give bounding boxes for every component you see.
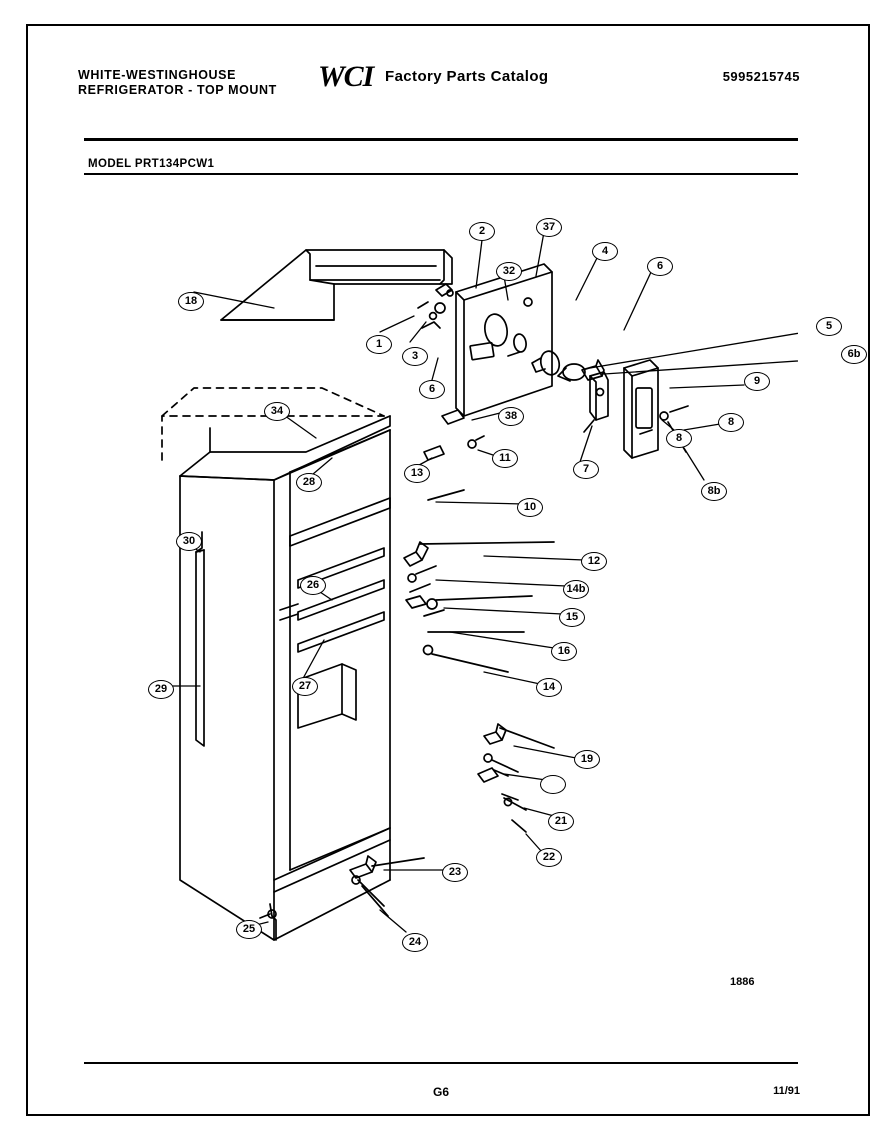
brand-block	[78, 68, 277, 98]
callout-18: 15	[559, 608, 585, 627]
callout-8: 7	[573, 460, 599, 479]
callout-38: 38	[498, 407, 524, 426]
footer-divider	[84, 1062, 798, 1064]
callout-31: 29	[148, 680, 174, 699]
callout-24: 22	[536, 848, 562, 867]
callout-26: 24	[402, 933, 428, 952]
callout-35: 34	[264, 402, 290, 421]
wci-logo: WCI	[318, 60, 374, 93]
callout-4: 4	[592, 242, 618, 261]
callout-6: 6	[647, 257, 673, 276]
callout-29: 27	[292, 677, 318, 696]
callout-25: 23	[442, 863, 468, 882]
exploded-diagram	[84, 180, 861, 980]
callout-3: 3	[402, 347, 428, 366]
callout-28: 26	[300, 576, 326, 595]
callout-15: 13	[404, 464, 430, 483]
callout-2: 2	[469, 222, 495, 241]
callout-37: 37	[536, 218, 562, 237]
callout-17: 14b	[563, 580, 589, 599]
model-label: MODEL PRT134PCW1	[88, 158, 215, 170]
callout-14: 12	[581, 552, 607, 571]
callout-14b	[540, 775, 566, 794]
catalog-number: 5995215745	[722, 69, 800, 84]
callout-8b: 8	[666, 429, 692, 448]
header-divider	[84, 138, 798, 141]
callout-11: 9	[744, 372, 770, 391]
page-number: G6	[433, 1085, 450, 1099]
callout-34: 32	[496, 262, 522, 281]
callout-12: 10	[517, 498, 543, 517]
callout-32: 30	[176, 532, 202, 551]
callout-19: 16	[551, 642, 577, 661]
brand-name: WHITE-WESTINGHOUSE	[78, 68, 237, 82]
callout-10: 8b	[701, 482, 727, 501]
product-category: REFRIGERATOR - TOP MOUNT	[78, 83, 277, 97]
catalog-title: Factory Parts Catalog	[385, 68, 549, 85]
callout-22: 19	[574, 750, 600, 769]
callout-21: 18	[178, 292, 204, 311]
callout-1: 1	[366, 335, 392, 354]
callout-27: 25	[236, 920, 262, 939]
callout-23: 21	[548, 812, 574, 831]
callout-9: 8	[718, 413, 744, 432]
callout-5: 5	[816, 317, 842, 336]
callout-7: 6b	[841, 345, 867, 364]
callout-13: 11	[492, 449, 518, 468]
drawing-code: 1886	[730, 976, 755, 988]
callout-30: 28	[296, 473, 322, 492]
callout-16: 14	[536, 678, 562, 697]
revision-date: 11/91	[773, 1085, 800, 1097]
model-divider	[84, 173, 798, 175]
callout-6b: 6	[419, 380, 445, 399]
